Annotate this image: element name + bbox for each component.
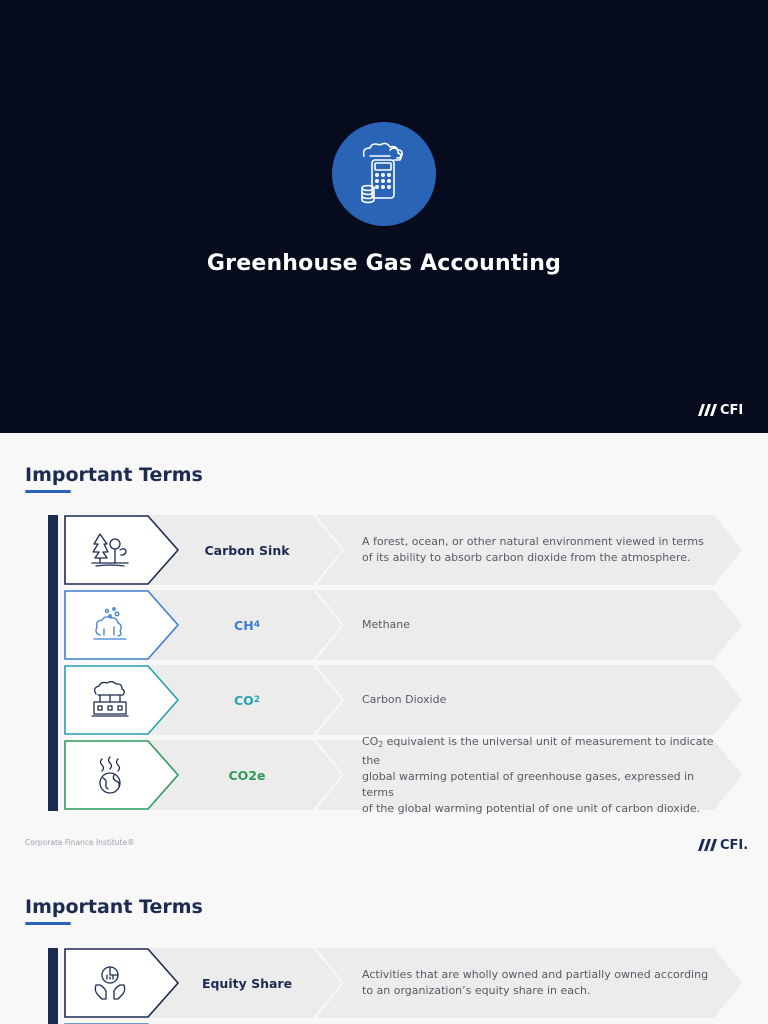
- term-icon-box: [64, 948, 180, 1018]
- slide-heading: Important Terms: [25, 464, 203, 486]
- term-icon-box: [64, 515, 180, 585]
- description-rest: equivalent is the universal unit of measurement to indicate the: [362, 734, 714, 767]
- term-description: [362, 734, 722, 815]
- term-label: [182, 590, 312, 660]
- description-line: Activities that are wholly owned and partially owned according: [362, 968, 709, 981]
- cfi-logo: [695, 401, 743, 419]
- emissions-calculator-icon: [356, 142, 412, 206]
- terms-slide-1: [0, 433, 768, 863]
- term-description: [362, 948, 722, 1018]
- slide-heading: Important Terms: [25, 896, 203, 918]
- term-row-ch4: [0, 590, 768, 660]
- term-description: Carbon Dioxide: [362, 693, 447, 706]
- cfi-logo-mark-icon: [695, 839, 717, 851]
- term-row-co2: [0, 665, 768, 735]
- term-main: CH: [234, 617, 254, 633]
- cfi-logo-text: CFI: [720, 402, 744, 418]
- methane-cloud-icon: [90, 605, 130, 645]
- description-line: of the global warming potential of one unit of carbon dioxide.: [362, 801, 701, 815]
- cfi-logo-text: CFI.: [720, 837, 749, 853]
- heading-underline: [25, 922, 71, 925]
- term-description: [362, 515, 722, 585]
- cfi-logo: [695, 836, 748, 854]
- term-subscript: 4: [253, 620, 260, 630]
- term-row-carbon-sink: [0, 515, 768, 585]
- term-icon-box: [64, 590, 180, 660]
- description-subscript: 2: [378, 739, 384, 749]
- description-line: [362, 734, 722, 769]
- presentation-title: Greenhouse Gas Accounting: [206, 251, 562, 276]
- footer-copyright: Corporate Finance Institute®: [25, 838, 135, 847]
- description-line: global warming potential of greenhouse gases, expressed in terms: [362, 769, 695, 799]
- terms-slide-2: [0, 863, 768, 1024]
- term-row-equity-share: [0, 948, 768, 1018]
- equity-share-icon: [90, 963, 130, 1003]
- term-label: [182, 665, 312, 735]
- term-icon-box: [64, 740, 180, 810]
- term-row-co2e: [0, 734, 768, 815]
- term-label: Equity Share: [201, 975, 293, 991]
- description-line: of its ability to absorb carbon dioxide from the atmosphere.: [362, 551, 691, 564]
- term-description: Methane: [362, 618, 411, 631]
- term-icon-box: [64, 665, 180, 735]
- description-line: A forest, ocean, or other natural environment viewed in terms: [362, 535, 704, 548]
- title-slide: [0, 0, 768, 433]
- term-label: CO2e: [228, 767, 266, 783]
- term-subscript: 2: [253, 695, 261, 705]
- term-main: CO: [233, 692, 254, 708]
- factory-smoke-icon: [90, 680, 130, 720]
- description-line: to an organization’s equity share in each.: [362, 984, 591, 997]
- term-label: Carbon Sink: [204, 542, 290, 558]
- title-icon-circle: [332, 122, 436, 226]
- globe-heat-icon: [90, 755, 130, 795]
- cfi-logo-mark-icon: [695, 404, 717, 416]
- heading-underline: [25, 490, 71, 493]
- forest-icon: [90, 530, 130, 570]
- description-prefix: CO: [362, 734, 379, 748]
